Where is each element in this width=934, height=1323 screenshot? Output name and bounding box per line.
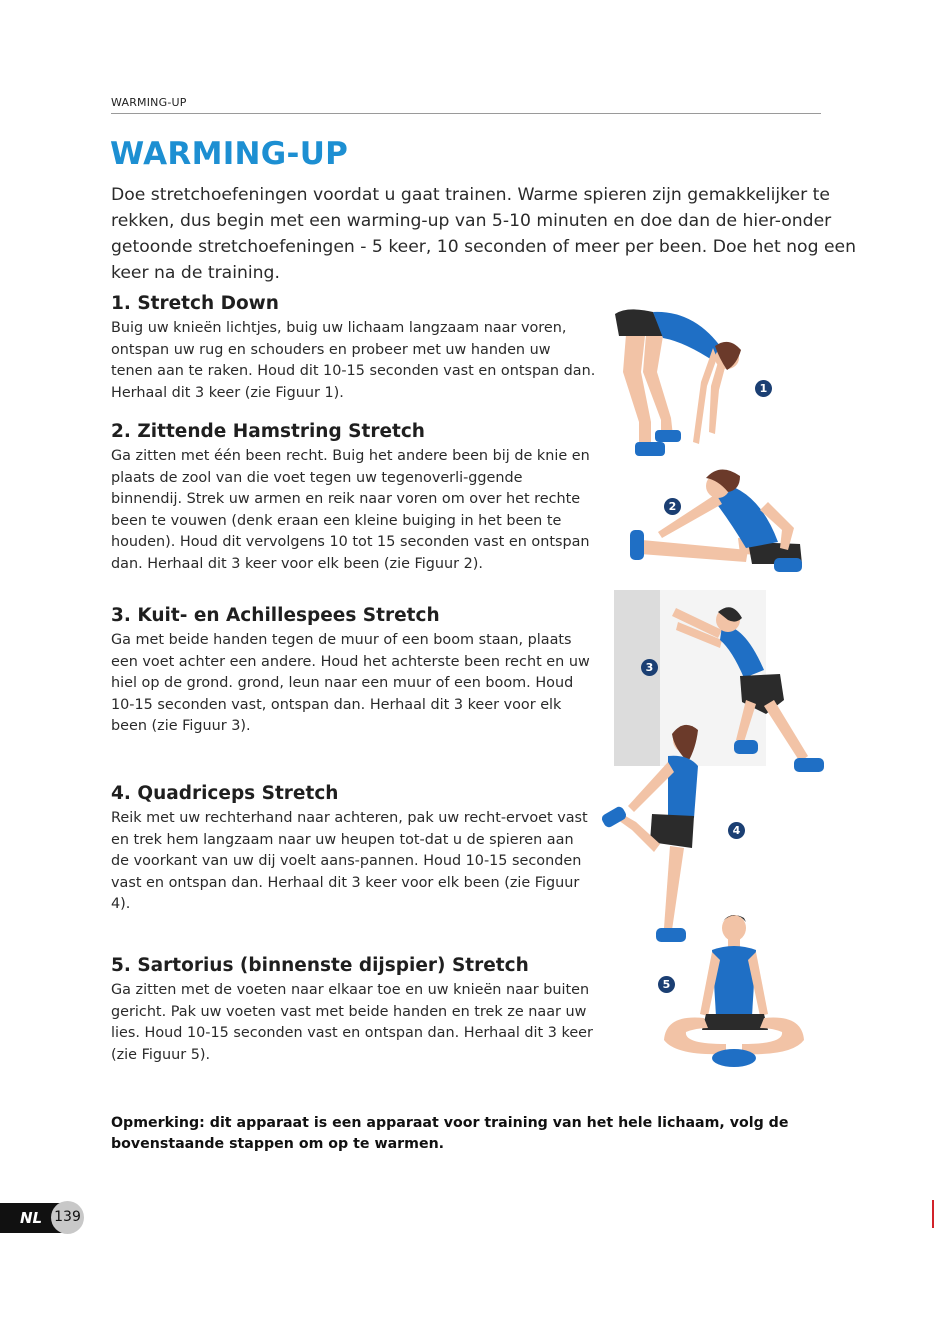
figure-number-badge: 4 (728, 822, 745, 839)
section-quadriceps-stretch (111, 782, 596, 916)
sartorius-stretch-illustration (656, 904, 806, 1074)
figure-number-badge: 5 (658, 976, 675, 993)
section-stretch-down (111, 292, 596, 404)
hamstring-stretch-illustration (628, 458, 808, 588)
page-number-badge (51, 1201, 84, 1234)
intro-paragraph: Doe stretchoefeningen voordat u gaat trainen. Warme spieren zijn gemakkelijker te rekken, dus begin met een warming-up van 5-10 minuten en doe dan de hier-onder getoonde stretchoefeningen - 5 keer, 10 seconden of meer per been. Doe het nog een keer na de training. (111, 185, 856, 283)
figure-2-hamstring-stretch (628, 458, 808, 588)
figure-1-stretch-down (605, 302, 795, 464)
header-rule (111, 113, 821, 114)
section-text: Ga zitten met één been recht. Buig het andere been bij de knie en plaats de zool van die voet tegen uw tegenoverli-ggende binnendij. Strek uw armen en reik naar voren om over het rechte been te vouwen (denk eraan een kleine buiging in het been te houden). Houd dit vervolgens 10 tot 15 seconden vast en ontspan dan. Herhaal dit 3 keer voor elk been (zie Figuur 2). (111, 448, 590, 572)
page-title: WARMING-UP (110, 136, 349, 172)
figure-number-badge: 1 (755, 380, 772, 397)
section-heading: 2. Zittende Hamstring Stretch (111, 421, 425, 442)
figure-number-badge: 3 (641, 659, 658, 676)
section-hamstring-stretch (111, 420, 596, 576)
header-label: WARMING-UP (111, 96, 187, 109)
section-heading: 5. Sartorius (binnenste dijspier) Stretch (111, 955, 529, 976)
section-text: Ga zitten met de voeten naar elkaar toe en uw knieën naar buiten gericht. Pak uw voeten vast met beide handen en trek ze naar uw lies. Houd 10-15 seconden vast en ontspan dan. Herhaal dit 3 keer (zie Figuur 5). (111, 982, 593, 1063)
page-number: 139 (54, 1209, 81, 1225)
section-heading: 3. Kuit- en Achillespees Stretch (111, 605, 440, 626)
section-sartorius-stretch (111, 954, 596, 1066)
section-calf-stretch (111, 604, 596, 738)
section-heading: 1. Stretch Down (111, 293, 279, 314)
note-text: Opmerking: dit apparaat is een apparaat voor training van het hele lichaam, volg de bovenstaande stappen om op te warmen. (111, 1115, 789, 1152)
language-label: NL (20, 1209, 43, 1227)
section-heading: 4. Quadriceps Stretch (111, 783, 339, 804)
section-text: Ga met beide handen tegen de muur of een boom staan, plaats een voet achter een andere. Houd het achterste been recht en uw hiel op de grond. grond, leun naar een muur of een boom. Houd 10-15 seconden vast, ontspan dan. Herhaal dit 3 keer voor elk been (zie Figuur 3). (111, 632, 590, 735)
section-text: Reik met uw rechterhand naar achteren, pak uw recht-ervoet vast en trek hem langzaam naar uw heupen tot-dat u de spieren aan de voorkant van uw dij voelt aans-pannen. Houd 10-15 seconden vast en ontspan dan. Herhaal dit 3 keer voor elk been (zie Figuur 4). (111, 810, 588, 913)
section-text: Buig uw knieën lichtjes, buig uw lichaam langzaam naar voren, ontspan uw rug en schouders en probeer met uw handen uw tenen aan te raken. Houd dit 10-15 seconden vast en ontspan dan. Herhaal dit 3 keer (zie Figuur 1). (111, 320, 596, 401)
figure-5-sartorius-stretch (656, 904, 806, 1074)
figure-number-badge: 2 (664, 498, 681, 515)
